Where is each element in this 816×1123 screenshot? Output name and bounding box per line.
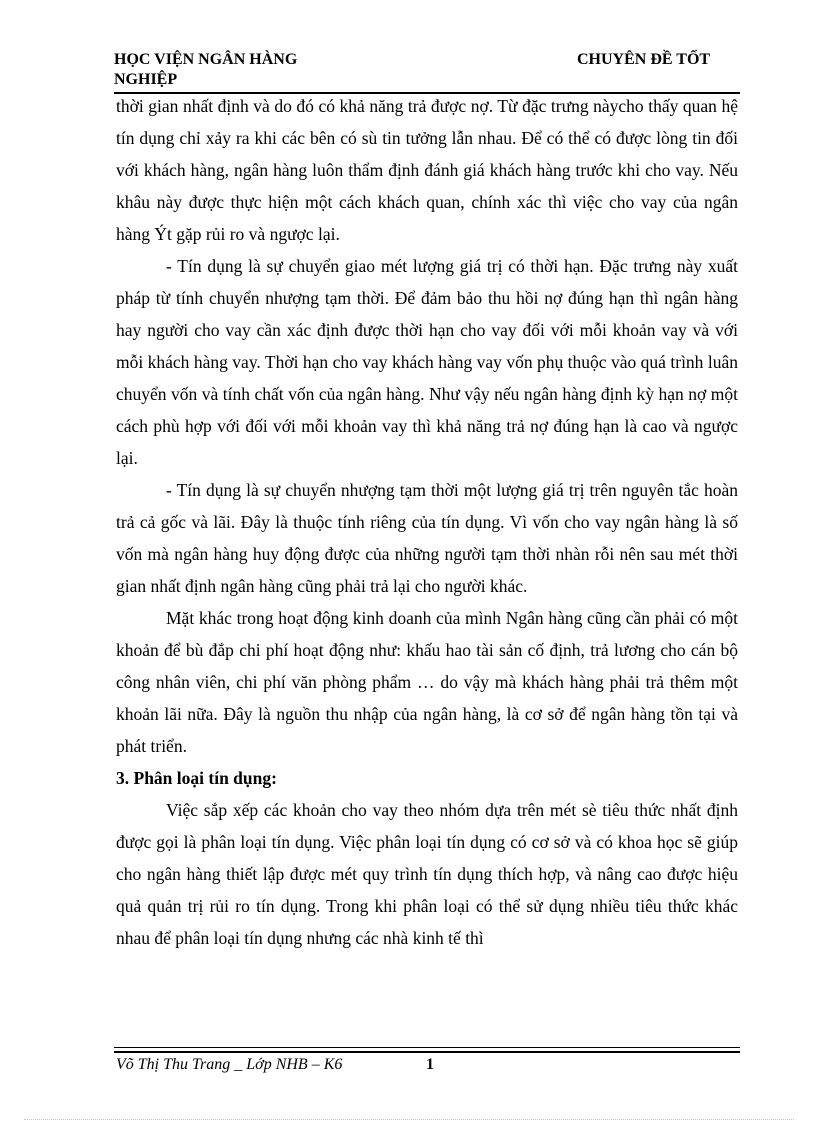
header-institution: HỌC VIỆN NGÂN HÀNG	[114, 51, 298, 68]
section-heading: 3. Phân loại tín dụng:	[116, 768, 277, 788]
page-number: 1	[426, 1056, 434, 1073]
footer-divider-thin	[114, 1047, 740, 1048]
footer-author: Võ Thị Thu Trang _ Lớp NHB – K6	[116, 1056, 343, 1073]
paragraph-interest: Mặt khác trong hoạt động kinh doanh của mình Ngân hàng cũng cần phải có một khoản để bù đắp chi phí hoạt động như: khấu hao tài sản cố định, trả lương cho cán bộ công nhân viên, chi phí văn phòng phẩm … do vậy mà khách hàng phải trả thêm một khoản lãi nữa. Đây là nguồn thu nhập của ngân hàng, là cơ sở để ngân hàng tồn tại và phát triển.	[116, 608, 738, 756]
header-document-type: CHUYÊN ĐỀ TỐT	[577, 51, 711, 68]
paragraph-classification: Việc sắp xếp các khoản cho vay theo nhóm dựa trên mét sè tiêu thức nhất định được gọi là phân loại tín dụng. Việc phân loại tín dụng có cơ sở và có khoa học sẽ giúp cho ngân hàng thiết lập được mét quy trình tín dụng thích hợp, và nâng cao được hiệu quả quản trị rủi ro tín dụng. Trong khi phân loại có thể sử dụng nhiều tiêu thức khác nhau để phân loại tín dụng nhưng các nhà kinh tế thì	[116, 800, 738, 948]
page-footer	[116, 1054, 434, 1076]
document-body	[116, 90, 738, 954]
paragraph-characteristic-repayment: - Tín dụng là sự chuyển nhượng tạm thời một lượng giá trị trên nguyên tắc hoàn trả cả gốc và lãi. Đây là thuộc tính riêng của tín dụng. Vì vốn cho vay ngân hàng là số vốn mà ngân hàng huy động được của những người tạm thời nhàn rỗi nên sau mét thời gian nhất định ngân hàng cũng phải trả lại cho người khác.	[116, 480, 738, 596]
page-bottom-border	[24, 1119, 794, 1120]
paragraph-continuation: thời gian nhất định và do đó có khả năng trả được nợ. Từ đặc trưng nàycho thấy quan hệ tín dụng chỉ xảy ra khi các bên có sù tin tưởng lẫn nhau. Để có thể có được lòng tin đối với khách hàng, ngân hàng luôn thẩm định đánh giá khách hàng trước khi cho vay. Nếu khâu này được thực hiện một cách khách quan, chính xác thì việc cho vay của ngân hàng Ýt gặp rủi ro và ngược lại.	[116, 96, 738, 244]
paragraph-characteristic-term: - Tín dụng là sự chuyển giao mét lượng giá trị có thời hạn. Đặc trưng này xuất pháp từ tính chuyển nhượng tạm thời. Để đảm bảo thu hồi nợ đúng hạn thì ngân hàng hay người cho vay cần xác định được thời hạn cho vay đối với mỗi khoản vay và với mỗi khách hàng vay. Thời hạn cho vay khách hàng vay vốn phụ thuộc vào quá trình luân chuyển vốn và tính chất vốn của ngân hàng. Như vậy nếu ngân hàng định kỳ hạn nợ một cách phù hợp với đối với mỗi khoản vay thì khả năng trả nợ đúng hạn là cao và ngược lại.	[116, 256, 738, 468]
header-document-type-continuation: NGHIỆP	[114, 71, 178, 88]
footer-divider-thick	[114, 1051, 740, 1053]
